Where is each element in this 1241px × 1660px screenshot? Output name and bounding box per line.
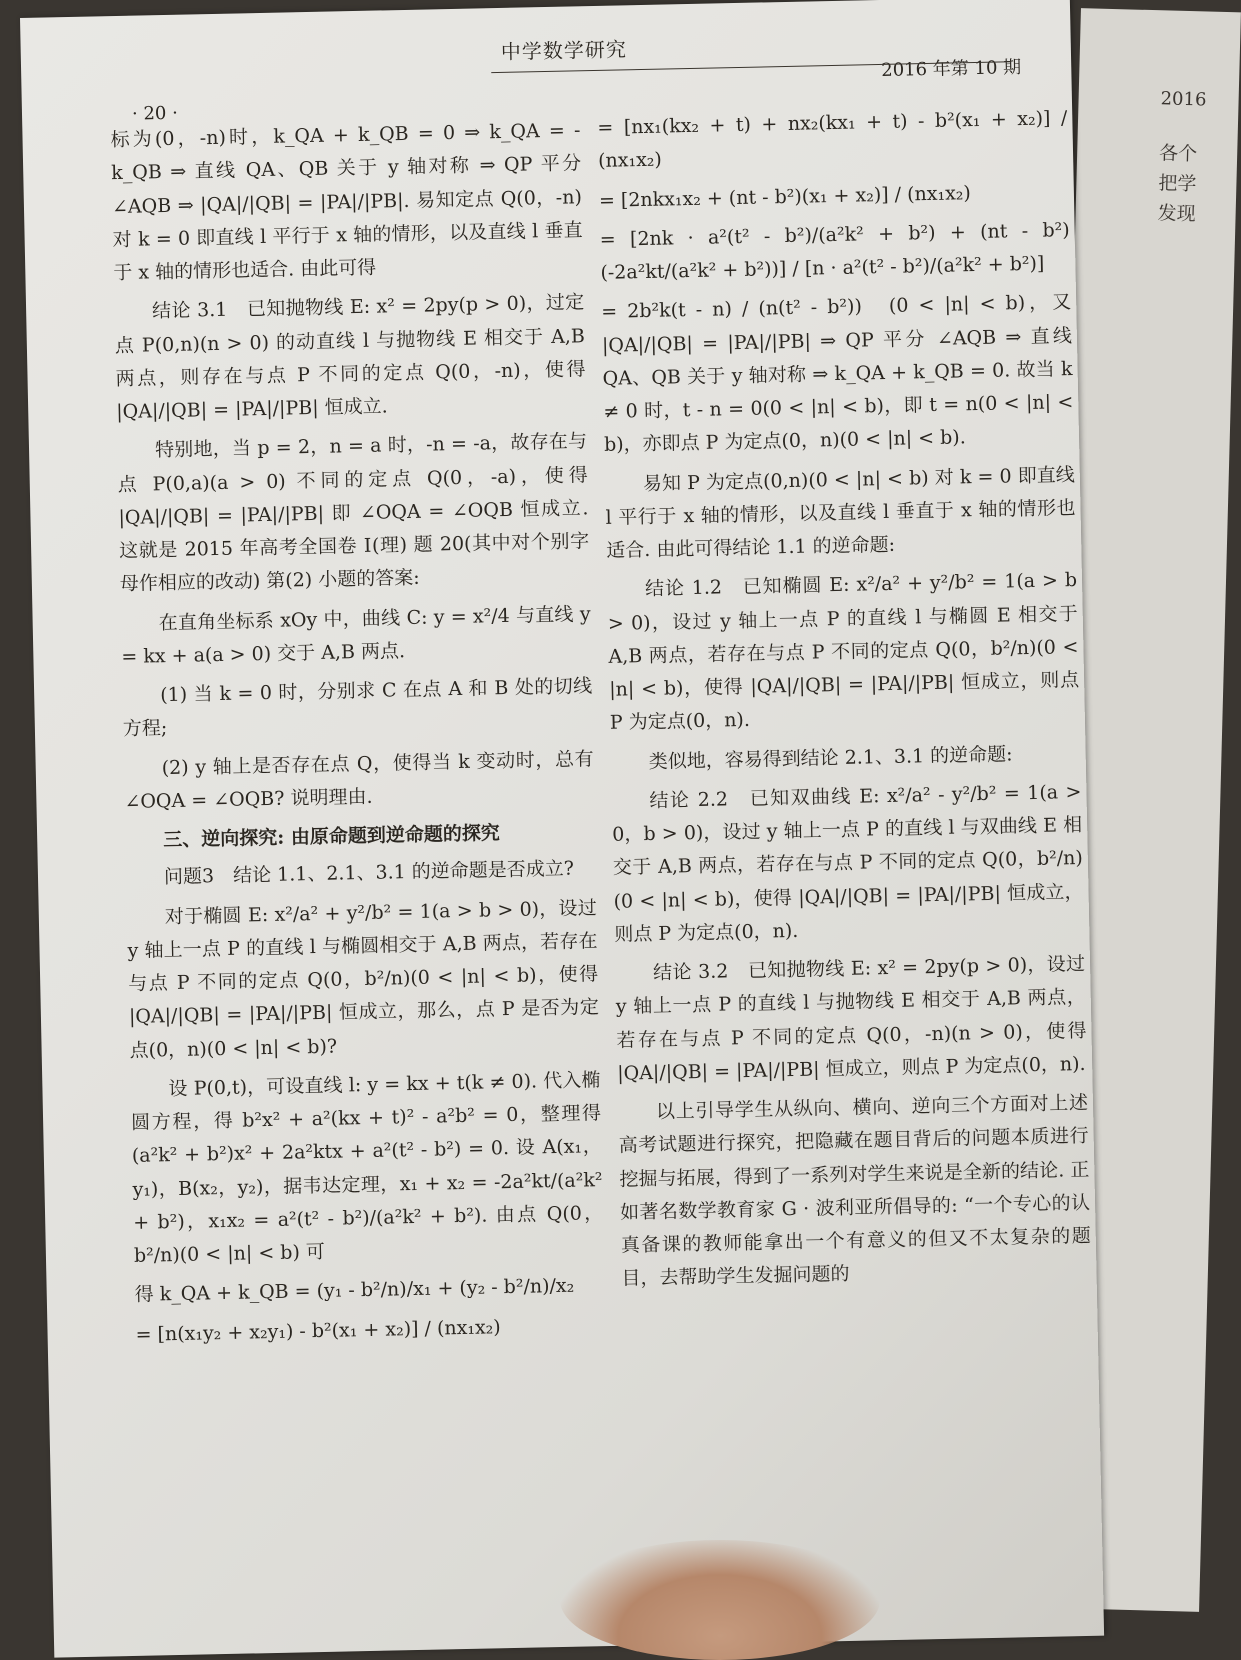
equation: = [2nk · a²(t² - b²)/(a²k² + b²) + (nt - b²)(-2a²kt/(a²k² + b²))] / [n · a²(t² - b²)/(a²k² + b²)] (599, 218, 1070, 284)
next-page-line-2: 把学 (1158, 172, 1197, 196)
journal-page (20, 0, 1104, 1658)
paragraph: 易知 P 为定点(0,n)(0 < |n| < b) 对 k = 0 即直线 l 平行于 x 轴的情形，以及直线 l 垂直于 x 轴的情形也适合. 由此可得结论 1.1 的逆命题: (605, 463, 1076, 562)
equation: = [nx₁(kx₂ + t) + nx₂(kx₁ + t) - b²(x₁ + x₂)] / (nx₁x₂) (597, 107, 1068, 173)
right-column (597, 96, 1092, 1302)
next-page-line-3: 发现 (1157, 202, 1196, 226)
equation: = [2nkx₁x₂ + (nt - b²)(x₁ + x₂)] / (nx₁x₂) (598, 181, 972, 212)
finger-shadow (560, 1540, 880, 1660)
issue-label: 2016 年第 10 期 (881, 57, 1022, 81)
exam-part-2: (2) y 轴上是否存在点 Q，使得当 k 变动时，总有 ∠OQA = ∠OQB? 说明理由. (124, 747, 594, 813)
question-3: 问题3 结论 1.1、2.1、3.1 的逆命题是否成立? (163, 857, 575, 889)
conclusion-1-2: 结论 1.2 已知椭圆 E: x²/a² + y²/b² = 1(a > b > 0)，设过 y 轴上一点 P 的直线 l 与椭圆 E 相交于 A,B 两点，若存在与点 P 不同的定点 Q(0，b²/n)(0 < |n| < b)，使得 |QA|/|QB| = |PA|/|PB| 恒成立，则点 P 为定点(0，n). (607, 569, 1080, 735)
paragraph: 特别地，当 p = 2，n = a 时，-n = -a，故存在与点 P(0,a)(a > 0) 不同的定点 Q(0，-a)，使得 |QA|/|QB| = |PA|/|PB| 即 ∠OQA = ∠OQB 恒成立. 这就是 2015 年高考全国卷 Ⅰ(理) 题 20(其中对个别字母作相应的改动) 第(2) 小题的答案: (117, 430, 590, 596)
paragraph: 对于椭圆 E: x²/a² + y²/b² = 1(a > b > 0)，设过 y 轴上一点 P 的直线 l 与椭圆相交于 A,B 两点，若存在与点 P 不同的定点 Q(0，b²/n)(0 < |n| < b)，使得 |QA|/|QB| = |PA|/|PB| 恒成立，那么，点 P 是否为定点(0，n)(0 < |n| < b)? (127, 896, 600, 1062)
paragraph: 以上引导学生从纵向、横向、逆向三个方面对上述高考试题进行探究，把隐藏在题目背后的问题本质进行挖掘与拓展，得到了一系列对学生来说是全新的结论. 正如著名数学教育家 G · 波利亚所倡导的: “一个专心的认真备课的教师能拿出一个有意义的但又不太复杂的题目，去帮助学生发掘问题的 (618, 1091, 1091, 1290)
exam-part-1: (1) 当 k = 0 时，分别求 C 在点 A 和 B 处的切线方程; (122, 675, 593, 741)
paragraph: 类似地，容易得到结论 2.1、3.1 的逆命题: (648, 742, 1013, 773)
paragraph: 设 P(0,t)，可设直线 l: y = kx + t(k ≠ 0). 代入椭圆方程，得 b²x² + a²(kx + t)² - a²b² = 0，整理得 (a²k² + b²)x² + 2a²ktx + a²(t² - b²) = 0. 设 A(x₁，y₁)，B(x₂，y₂)，据韦达定理，x₁ + x₂ = -2a²kt/(a²k² + b²)，x₁x₂ = a²(t² - b²)/(a²k² + b²). 由点 Q(0，b²/n)(0 < |n| < b) 可 (130, 1068, 604, 1267)
page-number: · 20 · (131, 102, 179, 125)
paragraph: = 2b²k(t - n) / (n(t² - b²)) (0 < |n| < b)，又 |QA|/|QB| = |PA|/|PB| ⇒ QP 平分 ∠AQB ⇒ 直线 QA、QB 关于 y 轴对称 ⇒ k_QA + k_QB = 0. 故当 k ≠ 0 时，t - n = 0(0 < |n| < b)，即 t = n(0 < |n| < b)，亦即点 P 为定点(0，n)(0 < |n| < b). (601, 291, 1074, 457)
journal-title: 中学数学研究 (500, 37, 628, 64)
equation: = [n(x₁y₂ + x₂y₁) - b²(x₁ + x₂)] / (nx₁x₂) (135, 1315, 501, 1346)
exam-problem: 在直角坐标系 xOy 中，曲线 C: y = x²/4 与直线 y = kx + a(a > 0) 交于 A,B 两点. (121, 602, 591, 668)
equation: 得 k_QA + k_QB = (y₁ - b²/n)/x₁ + (y₂ - b²/n)/x₂ (134, 1274, 575, 1307)
conclusion-2-2: 结论 2.2 已知双曲线 E: x²/a² - y²/b² = 1(a > 0，b > 0)，设过 y 轴上一点 P 的直线 l 与双曲线 E 相交于 A,B 两点，若存在与点 P 不同的定点 Q(0，b²/n)(0 < |n| < b)，使得 |QA|/|QB| = |PA|/|PB| 恒成立，则点 P 为定点(0，n). (612, 780, 1084, 946)
paragraph: 标为(0，-n)时，k_QA + k_QB = 0 ⇒ k_QA = -k_QB ⇒ 直线 QA、QB 关于 y 轴对称 ⇒ QP 平分 ∠AQB ⇒ |QA|/|QB| = |PA|/|PB|. 易知定点 Q(0，-n) 对 k = 0 即直线 l 平行于 x 轴的情形，以及直线 l 垂直于 x 轴的情形也适合. 由此可得 (110, 119, 583, 285)
section-heading: 三、逆向探究: 由原命题到逆命题的探究 (163, 822, 501, 852)
left-column (110, 114, 606, 1357)
next-page-header: 2016 (1160, 88, 1207, 111)
next-page-line-1: 各个 (1158, 142, 1198, 166)
conclusion-3-2: 结论 3.2 已知抛物线 E: x² = 2py(p > 0)，设过 y 轴上一点 P 的直线 l 与抛物线 E 相交于 A,B 两点，若存在与点 P 不同的定点 Q(0，-n)(n > 0)，使得 |QA|/|QB| = |PA|/|PB| 恒成立，则点 P 为定点(0，n). (615, 952, 1087, 1085)
conclusion-3-1: 结论 3.1 已知抛物线 E: x² = 2py(p > 0)，过定点 P(0,n)(n > 0) 的动直线 l 与抛物线 E 相交于 A,B 两点，则存在与点 P 不同的定点 Q(0，-n)，使得 |QA|/|QB| = |PA|/|PB| 恒成立. (114, 291, 586, 424)
